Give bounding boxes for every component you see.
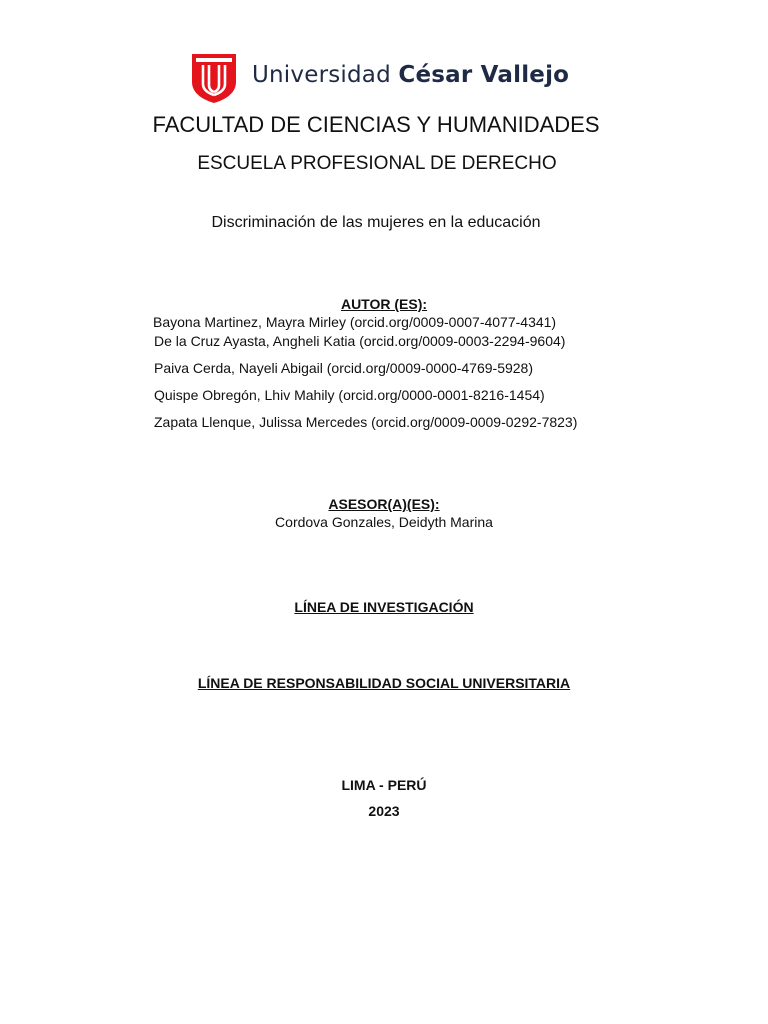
school-title: ESCUELA PROFESIONAL DE DERECHO <box>197 153 557 174</box>
author-item: Paiva Cerda, Nayeli Abigail (orcid.org/0009-0000-4769-5928) <box>154 360 534 376</box>
year: 2023 <box>368 803 400 819</box>
thesis-title: Discriminación de las mujeres en la educación <box>211 214 541 231</box>
faculty-title: FACULTAD DE CIENCIAS Y HUMANIDADES <box>152 112 600 137</box>
university-name-light: Universidad <box>252 61 399 88</box>
ucv-shield-icon <box>190 52 238 104</box>
author-item: Quispe Obregón, Lhiv Mahily (orcid.org/0000-0001-8216-1454) <box>154 387 545 403</box>
social-responsibility-line-heading: LÍNEA DE RESPONSABILIDAD SOCIAL UNIVERSITARIA <box>197 675 571 691</box>
advisor-heading: ASESOR(A)(ES): <box>328 496 440 512</box>
place: LIMA - PERÚ <box>341 777 427 793</box>
author-item: Bayona Martinez, Mayra Mirley (orcid.org/0009-0007-4077-4341) <box>153 314 557 330</box>
author-item: De la Cruz Ayasta, Angheli Katia (orcid.org/0009-0003-2294-9604) <box>154 333 566 349</box>
research-line-heading: LÍNEA DE INVESTIGACIÓN <box>294 599 474 615</box>
author-item: Zapata Llenque, Julissa Mercedes (orcid.org/0009-0009-0292-7823) <box>154 414 578 430</box>
university-name-bold: César Vallejo <box>398 61 570 88</box>
university-logo <box>190 52 569 104</box>
authors-heading: AUTOR (ES): <box>340 296 428 312</box>
advisor-name: Cordova Gonzales, Deidyth Marina <box>275 514 493 530</box>
university-name <box>252 61 570 88</box>
